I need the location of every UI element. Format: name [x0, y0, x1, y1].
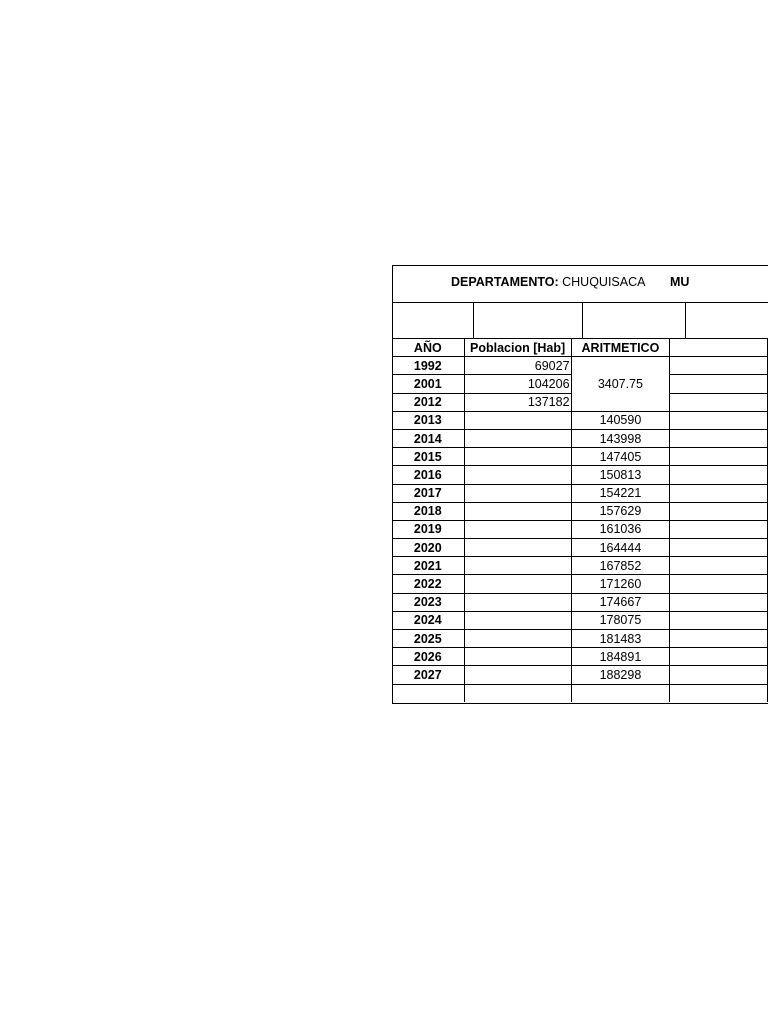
empty-cell — [464, 520, 571, 538]
department-header — [392, 265, 768, 303]
year-cell: 2021 — [392, 557, 464, 575]
table-row — [392, 593, 768, 611]
table-row — [392, 630, 768, 648]
year-cell: 2016 — [392, 466, 464, 484]
empty-cell — [670, 393, 768, 411]
empty-cell — [670, 429, 768, 447]
empty-cell — [464, 411, 571, 429]
empty-cell — [670, 411, 768, 429]
table-row — [392, 648, 768, 666]
population-cell: 69027 — [464, 357, 571, 375]
arithmetic-cell: 171260 — [571, 575, 670, 593]
arithmetic-cell: 143998 — [571, 429, 670, 447]
empty-cell — [392, 684, 464, 702]
column-divider — [473, 303, 474, 339]
year-cell: 2012 — [392, 393, 464, 411]
table-row — [392, 502, 768, 520]
spreadsheet-region — [392, 265, 768, 705]
empty-cell — [464, 611, 571, 629]
empty-table-row — [392, 684, 768, 702]
arithmetic-cell: 157629 — [571, 502, 670, 520]
year-cell: 2014 — [392, 429, 464, 447]
year-cell: 2019 — [392, 520, 464, 538]
empty-cell — [464, 466, 571, 484]
table-row — [392, 557, 768, 575]
arithmetic-cell: 174667 — [571, 593, 670, 611]
table-row — [392, 357, 768, 375]
year-cell: 2015 — [392, 448, 464, 466]
column-header-row — [392, 339, 768, 357]
arithmetic-cell: 167852 — [571, 557, 670, 575]
year-cell: 1992 — [392, 357, 464, 375]
year-cell: 2018 — [392, 502, 464, 520]
table-row — [392, 411, 768, 429]
empty-cell — [670, 666, 768, 684]
table-row — [392, 448, 768, 466]
table-row — [392, 429, 768, 447]
year-cell: 2020 — [392, 539, 464, 557]
blank-header-row — [392, 303, 768, 339]
empty-cell — [670, 575, 768, 593]
year-cell: 2027 — [392, 666, 464, 684]
population-column-header: Poblacion [Hab] — [464, 339, 571, 357]
year-cell: 2026 — [392, 648, 464, 666]
empty-cell — [464, 684, 571, 702]
arithmetic-cell: 150813 — [571, 466, 670, 484]
arithmetic-cell: 140590 — [571, 411, 670, 429]
empty-cell — [464, 630, 571, 648]
arithmetic-cell: 188298 — [571, 666, 670, 684]
empty-cell — [464, 593, 571, 611]
municipality-label: MU — [670, 275, 690, 289]
arithmetic-rate-cell: 3407.75 — [571, 357, 670, 412]
year-cell: 2024 — [392, 611, 464, 629]
empty-cell — [571, 684, 670, 702]
column-divider — [685, 303, 686, 339]
population-table — [392, 338, 768, 702]
year-cell: 2025 — [392, 630, 464, 648]
empty-cell — [464, 484, 571, 502]
empty-cell — [464, 448, 571, 466]
table-row — [392, 484, 768, 502]
department-value: CHUQUISACA — [562, 275, 646, 289]
empty-cell — [670, 684, 768, 702]
department-field — [451, 275, 645, 289]
arithmetic-cell: 161036 — [571, 520, 670, 538]
year-cell: 2023 — [392, 593, 464, 611]
arithmetic-cell: 181483 — [571, 630, 670, 648]
empty-cell — [464, 539, 571, 557]
department-label: DEPARTAMENTO: — [451, 275, 559, 289]
empty-cell — [670, 448, 768, 466]
empty-cell — [670, 520, 768, 538]
empty-cell — [670, 339, 768, 357]
empty-cell — [670, 557, 768, 575]
empty-cell — [464, 648, 571, 666]
empty-cell — [670, 648, 768, 666]
arithmetic-cell: 147405 — [571, 448, 670, 466]
table-row — [392, 466, 768, 484]
table-row — [392, 666, 768, 684]
empty-cell — [670, 593, 768, 611]
arithmetic-cell: 184891 — [571, 648, 670, 666]
table-row — [392, 520, 768, 538]
empty-cell — [464, 502, 571, 520]
year-cell: 2001 — [392, 375, 464, 393]
year-cell: 2022 — [392, 575, 464, 593]
column-divider — [582, 303, 583, 339]
population-cell: 104206 — [464, 375, 571, 393]
empty-cell — [670, 630, 768, 648]
empty-cell — [670, 484, 768, 502]
year-column-header: AÑO — [392, 339, 464, 357]
arithmetic-cell: 178075 — [571, 611, 670, 629]
table-row — [392, 611, 768, 629]
empty-cell — [670, 611, 768, 629]
table-row — [392, 539, 768, 557]
arithmetic-cell: 154221 — [571, 484, 670, 502]
empty-cell — [464, 666, 571, 684]
empty-cell — [464, 575, 571, 593]
empty-cell — [464, 557, 571, 575]
year-cell: 2017 — [392, 484, 464, 502]
arithmetic-cell: 164444 — [571, 539, 670, 557]
empty-cell — [670, 466, 768, 484]
table-row — [392, 575, 768, 593]
population-cell: 137182 — [464, 393, 571, 411]
empty-cell — [670, 539, 768, 557]
empty-cell — [464, 429, 571, 447]
empty-cell — [670, 375, 768, 393]
arithmetic-column-header: ARITMETICO — [571, 339, 670, 357]
empty-cell — [670, 357, 768, 375]
year-cell: 2013 — [392, 411, 464, 429]
empty-cell — [670, 502, 768, 520]
